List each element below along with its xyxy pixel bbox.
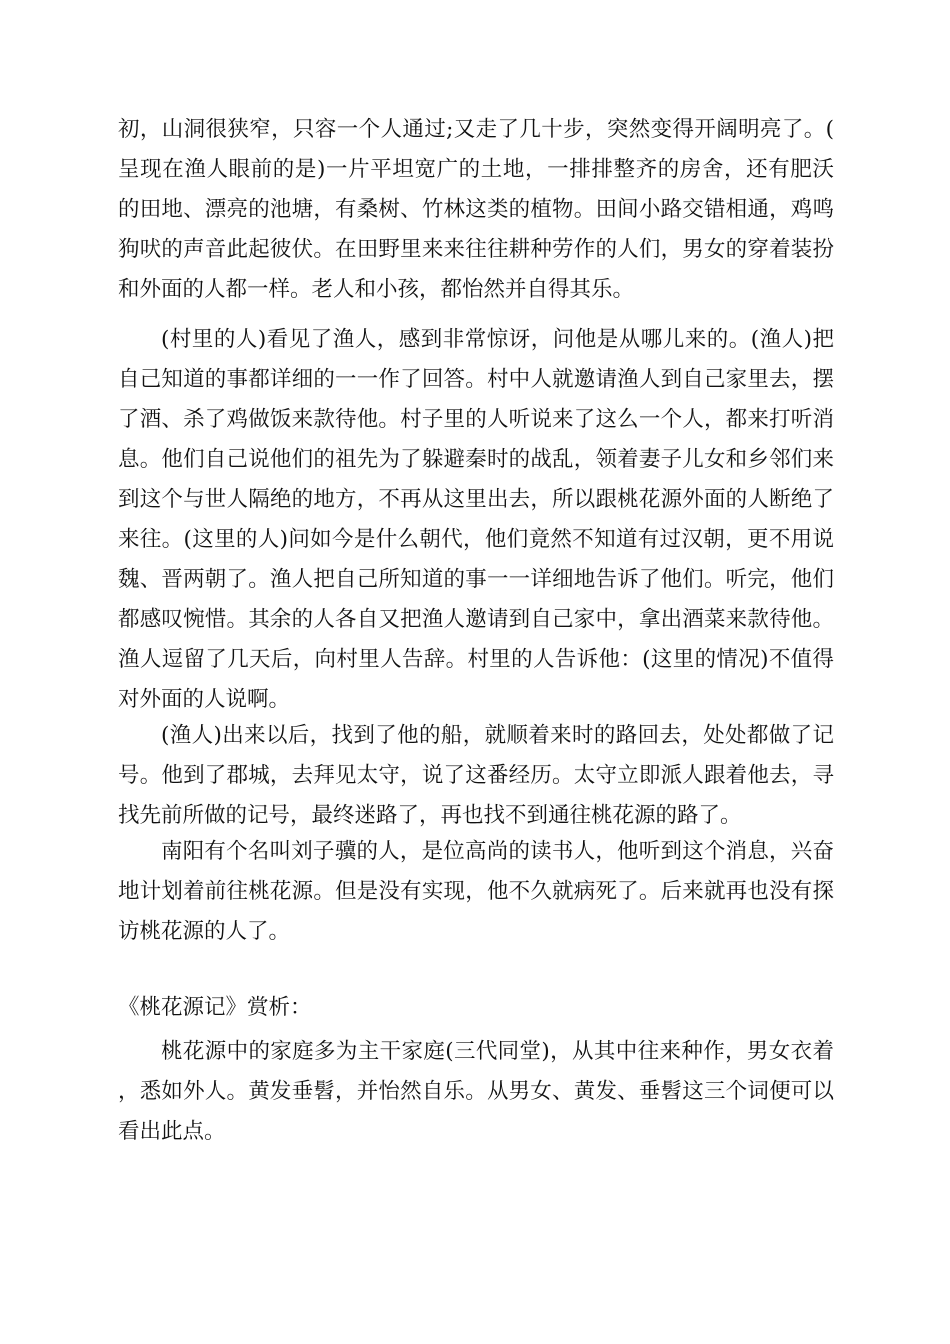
paragraph-villagers: (村里的人)看见了渔人，感到非常惊讶，问他是从哪儿来的。(渔人)把自己知道的事都详细的一一作了回答。村中人就邀请渔人到自己家里去，摆了酒、杀了鸡做饭来款待他。村子里的人听说来了这么一个人，都来打听消息。他们自己说他们的祖先为了躲避秦时的战乱，领着妻子儿女和乡邻们来到这个与世人隔绝的地方，不再从这里出去，所以跟桃花源外面的人断绝了来往。(这里的人)问如今是什么朝代，他们竟然不知道有过汉朝，更不用说魏、晋两朝了。渔人把自己所知道的事一一详细地告诉了他们。听完，他们都感叹惋惜。其余的人各自又把渔人邀请到自己家中，拿出酒菜来款待他。渔人逗留了几天后，向村里人告辞。村里的人告诉他：(这里的情况)不值得对外面的人说啊。: [118, 327, 834, 712]
paragraph-return: (渔人)出来以后，找到了他的船，就顺着来时的路回去，处处都做了记号。他到了郡城，去拜见太守，说了这番经历。太守立即派人跟着他去，寻找先前所做的记号，最终迷路了，再也找不到通往桃花源的路了。: [118, 723, 834, 828]
paragraph-scenery: 初，山洞很狭窄，只容一个人通过;又走了几十步，突然变得开阔明亮了。(呈现在渔人眼前的是)一片平坦宽广的土地，一排排整齐的房舍，还有肥沃的田地、漂亮的池塘，有桑树、竹林这类的植物。田间小路交错相通，鸡鸣狗吠的声音此起彼伏。在田野里来来往往耕种劳作的人们，男女的穿着装扮和外面的人都一样。老人和小孩，都怡然并自得其乐。: [118, 117, 834, 302]
section-heading-appreciation: 《桃花源记》赏析：: [118, 995, 312, 1020]
paragraph-liu-ziji: 南阳有个名叫刘子骥的人，是位高尚的读书人，他听到这个消息，兴奋地计划着前往桃花源。但是没有实现，他不久就病死了。后来就再也没有探访桃花源的人了。: [118, 839, 834, 944]
document-page: [118, 0, 834, 1344]
paragraph-appreciation: 桃花源中的家庭多为主干家庭(三代同堂)，从其中往来种作，男女衣着，悉如外人。黄发垂髫，并怡然自乐。从男女、黄发、垂髫这三个词便可以看出此点。: [118, 1039, 834, 1144]
